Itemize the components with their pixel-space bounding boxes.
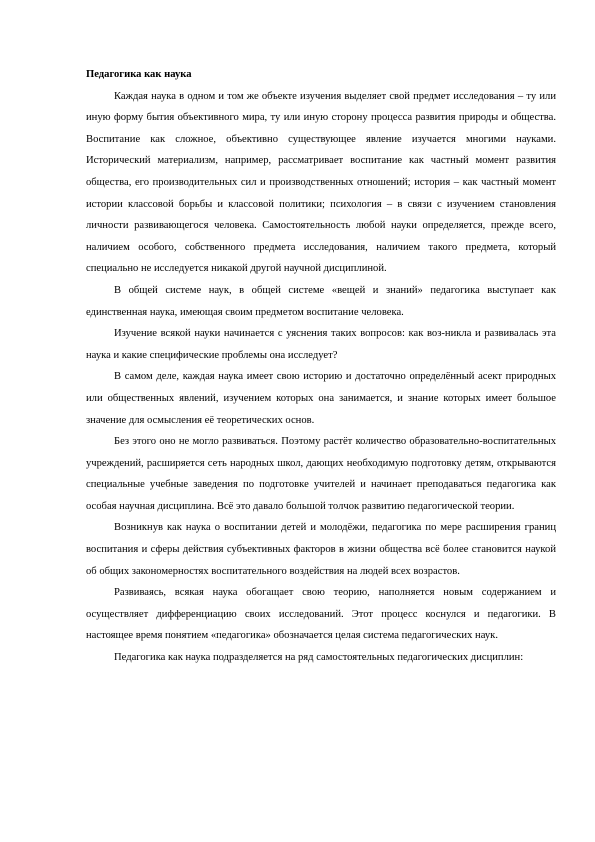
paragraph-5: Без этого оно не могло развиваться. Поэтому растёт количество образовательно-воспитательных учреждений, расширяется сеть народных школ, дающих необходимую подготовку детям, открываются специальные учебные заведения по подготовке учителей и начинает преподаваться педагогика как особая научная дисциплина. Всё это давало большой толчок развитию педагогической теории. [86, 436, 556, 512]
document-body [86, 64, 556, 669]
document-title: Педагогика как наука [86, 69, 192, 80]
paragraph-2: В общей системе наук, в общей системе «вещей и знаний» педагогика выступает как единственная наука, имеющая своим предметом воспитание человека. [86, 284, 556, 318]
paragraph-7: Развиваясь, всякая наука обогащает свою теорию, наполняется новым содержанием и осуществляет дифференциацию своих исследований. Этот процесс коснулся и педагогики. В настоящее время понятием «педагогика» обозначается целая система педагогических наук. [86, 587, 556, 642]
paragraph-1: Каждая наука в одном и том же объекте изучения выделяет свой предмет исследования – ту или иную форму бытия объективного мира, ту или иную сторону процесса развития природы и общества. Воспитание как сложное, объективно существующее явление изучается многими науками. Исторический материализм, например, рассматривает воспитание как частный момент развития общества, его производительных сил и производственных отношений; история – как частный момент истории классовой борьбы и классовой политики; психология – в связи с изучением становления личности развивающегося человека. Самостоятельность любой науки определяется, прежде всего, наличием особого, собственного предмета исследования, наличием такого предмета, который специально не исследуется никакой другой научной дисциплиной. [86, 90, 556, 275]
paragraph-6: Возникнув как наука о воспитании детей и молодёжи, педагогика по мере расширения границ воспитания и сферы действия субъективных факторов в жизни общества всё более становится наукой об общих закономерностях воспитательного воздействия на людей всех возрастов. [86, 522, 556, 577]
paragraph-8: Педагогика как наука подразделяется на ряд самостоятельных педагогических дисциплин: [114, 652, 524, 664]
paragraph-4: В самом деле, каждая наука имеет свою историю и достаточно определённый асект природных или общественных явлений, изучением которых она занимается, и знание которых имеет большое значение для осмысления её теоретических основ. [86, 371, 556, 426]
paragraph-3: Изучение всякой науки начинается с уяснения таких вопросов: как воз-никла и развивалась эта наука и какие специфические проблемы она исследует? [86, 328, 556, 361]
